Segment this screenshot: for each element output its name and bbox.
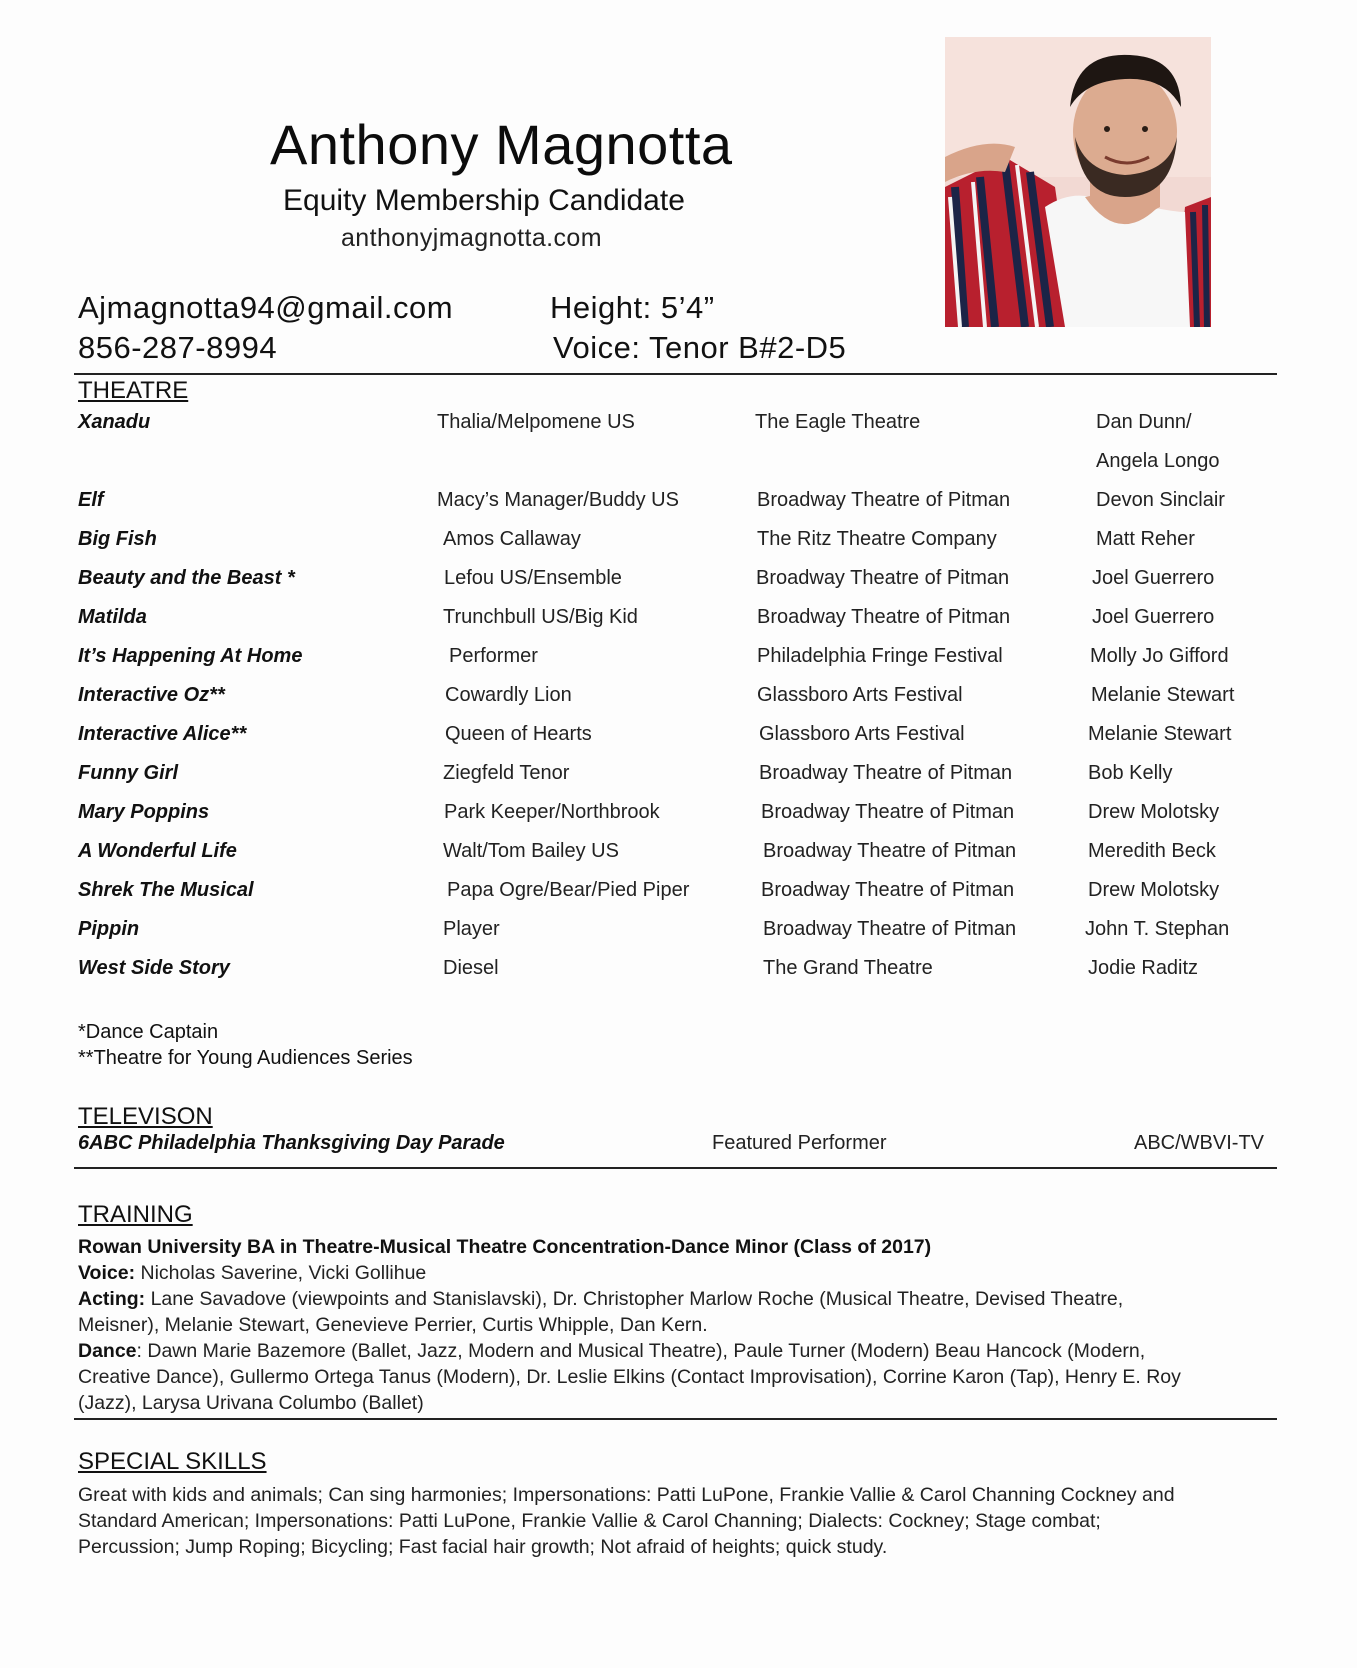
table-row bbox=[0, 450, 1357, 489]
show-title: Pippin bbox=[78, 918, 140, 940]
director-cell: Melanie Stewart bbox=[1091, 684, 1235, 706]
special-skills-text bbox=[78, 1482, 1278, 1560]
venue-cell: Broadway Theatre of Pitman bbox=[757, 606, 1011, 628]
role-cell: Walt/Tom Bailey US bbox=[443, 840, 619, 862]
director-cell: Joel Guerrero bbox=[1092, 606, 1215, 628]
email-text[interactable]: Ajmagnotta94@gmail.com bbox=[78, 290, 454, 325]
director-cell: Jodie Raditz bbox=[1088, 957, 1199, 979]
tv-role: Featured Performer bbox=[712, 1132, 887, 1154]
role-cell: Macy’s Manager/Buddy US bbox=[437, 489, 679, 511]
director-cell: Matt Reher bbox=[1096, 528, 1195, 550]
venue-cell: Broadway Theatre of Pitman bbox=[756, 567, 1010, 589]
table-row bbox=[0, 606, 1357, 645]
table-row bbox=[0, 801, 1357, 840]
role-cell: Papa Ogre/Bear/Pied Piper bbox=[447, 879, 690, 901]
training-degree: Rowan University BA in Theatre-Musical Theatre Concentration-Dance Minor (Class of 2017) bbox=[78, 1236, 932, 1258]
voice-teachers: Nicholas Saverine, Vicki Gollihue bbox=[135, 1262, 427, 1284]
table-row bbox=[0, 840, 1357, 879]
venue-cell: Glassboro Arts Festival bbox=[757, 684, 963, 706]
show-title: A Wonderful Life bbox=[78, 840, 237, 862]
show-title: Funny Girl bbox=[78, 762, 178, 784]
role-cell: Thalia/Melpomene US bbox=[437, 411, 635, 433]
venue-cell: The Ritz Theatre Company bbox=[757, 528, 997, 550]
show-title: Mary Poppins bbox=[78, 801, 210, 823]
dance-teachers-line-3: (Jazz), Larysa Urivana Columbo (Ballet) bbox=[78, 1392, 424, 1414]
show-title: Big Fish bbox=[78, 528, 157, 550]
venue-cell: Glassboro Arts Festival bbox=[759, 723, 965, 745]
phone-text: 856-287-8994 bbox=[78, 330, 278, 365]
show-title: Matilda bbox=[78, 606, 147, 628]
show-title: Beauty and the Beast * bbox=[78, 567, 295, 589]
acting-teachers-line-2: Meisner), Melanie Stewart, Genevieve Perrier, Curtis Whipple, Dan Kern. bbox=[78, 1314, 708, 1336]
training-divider bbox=[74, 1418, 1277, 1420]
dance-teachers-line-1: : Dawn Marie Bazemore (Ballet, Jazz, Modern and Musical Theatre), Paule Turner (Modern) Beau Hancock (Modern, bbox=[136, 1340, 1146, 1362]
television-divider bbox=[74, 1167, 1277, 1169]
role-cell: Trunchbull US/Big Kid bbox=[443, 606, 638, 628]
training-acting bbox=[78, 1286, 1278, 1312]
role-cell: Lefou US/Ensemble bbox=[444, 567, 622, 589]
resume-name: Anthony Magnotta bbox=[270, 113, 733, 176]
special-skills-heading: SPECIAL SKILLS bbox=[78, 1448, 267, 1475]
table-row bbox=[0, 957, 1357, 996]
venue-cell: Broadway Theatre of Pitman bbox=[761, 801, 1015, 823]
role-cell: Ziegfeld Tenor bbox=[443, 762, 570, 784]
director-cell: Dan Dunn/ bbox=[1096, 411, 1192, 433]
show-title: Shrek The Musical bbox=[78, 879, 254, 901]
skills-line-3: Percussion; Jump Roping; Bicycling; Fast facial hair growth; Not afraid of heights; quick study. bbox=[78, 1536, 888, 1558]
director-cell: Melanie Stewart bbox=[1088, 723, 1232, 745]
table-row bbox=[0, 684, 1357, 723]
director-cell: Bob Kelly bbox=[1088, 762, 1173, 784]
director-cell: John T. Stephan bbox=[1085, 918, 1230, 940]
venue-cell: Philadelphia Fringe Festival bbox=[757, 645, 1003, 667]
show-title: Xanadu bbox=[78, 411, 151, 433]
headshot-photo bbox=[945, 37, 1211, 327]
role-cell: Player bbox=[443, 918, 500, 940]
role-cell: Diesel bbox=[443, 957, 499, 979]
training-dance bbox=[78, 1338, 1278, 1364]
show-title: Elf bbox=[78, 489, 104, 511]
training-details bbox=[78, 1234, 1278, 1416]
director-cell: Drew Molotsky bbox=[1088, 801, 1220, 823]
table-row bbox=[0, 879, 1357, 918]
role-cell: Cowardly Lion bbox=[445, 684, 572, 706]
skills-line-1: Great with kids and animals; Can sing harmonies; Impersonations: Patti LuPone, Frankie Vallie & Carol Channing Cockney and bbox=[78, 1484, 1175, 1506]
director-cell: Joel Guerrero bbox=[1092, 567, 1215, 589]
training-voice bbox=[78, 1260, 1278, 1286]
footnote-tya-series: **Theatre for Young Audiences Series bbox=[78, 1047, 413, 1069]
show-title: It’s Happening At Home bbox=[78, 645, 303, 667]
tv-show-title: 6ABC Philadelphia Thanksgiving Day Parade bbox=[78, 1132, 505, 1154]
director-cell: Drew Molotsky bbox=[1088, 879, 1220, 901]
theatre-heading: THEATRE bbox=[78, 377, 189, 404]
website-link[interactable]: anthonyjmagnotta.com bbox=[341, 224, 602, 252]
director-cell: Angela Longo bbox=[1096, 450, 1220, 472]
table-row bbox=[0, 723, 1357, 762]
tv-network: ABC/WBVI-TV bbox=[1134, 1132, 1265, 1154]
dance-teachers-line-2: Creative Dance), Gullermo Ortega Tanus (Modern), Dr. Leslie Elkins (Contact Improvisation), Corrine Karon (Tap), Henry E. Roy bbox=[78, 1366, 1181, 1388]
venue-cell: Broadway Theatre of Pitman bbox=[761, 879, 1015, 901]
height-text: Height: 5’4” bbox=[550, 290, 715, 325]
header-divider bbox=[74, 373, 1277, 375]
director-cell: Molly Jo Gifford bbox=[1090, 645, 1229, 667]
show-title: West Side Story bbox=[78, 957, 230, 979]
resume-subtitle: Equity Membership Candidate bbox=[283, 184, 685, 217]
table-row bbox=[0, 528, 1357, 567]
role-cell: Performer bbox=[449, 645, 538, 667]
venue-cell: The Grand Theatre bbox=[763, 957, 933, 979]
show-title: Interactive Alice** bbox=[78, 723, 247, 745]
training-heading: TRAINING bbox=[78, 1201, 193, 1228]
role-cell: Park Keeper/Northbrook bbox=[444, 801, 660, 823]
acting-teachers-line-1: Lane Savadove (viewpoints and Stanislavski), Dr. Christopher Marlow Roche (Musical Theatre, Devised Theatre, bbox=[145, 1288, 1124, 1310]
role-cell: Queen of Hearts bbox=[445, 723, 592, 745]
venue-cell: Broadway Theatre of Pitman bbox=[757, 489, 1011, 511]
venue-cell: Broadway Theatre of Pitman bbox=[763, 840, 1017, 862]
dance-label: Dance bbox=[78, 1340, 137, 1362]
director-cell: Meredith Beck bbox=[1088, 840, 1216, 862]
venue-cell: Broadway Theatre of Pitman bbox=[759, 762, 1013, 784]
table-row bbox=[0, 489, 1357, 528]
table-row bbox=[0, 411, 1357, 450]
table-row bbox=[0, 762, 1357, 801]
venue-cell: Broadway Theatre of Pitman bbox=[763, 918, 1017, 940]
show-title: Interactive Oz** bbox=[78, 684, 225, 706]
television-heading: TELEVISON bbox=[78, 1103, 213, 1130]
voice-text: Voice: Tenor B#2-D5 bbox=[553, 330, 847, 365]
director-cell: Devon Sinclair bbox=[1096, 489, 1225, 511]
table-row bbox=[0, 918, 1357, 957]
footnote-dance-captain: *Dance Captain bbox=[78, 1021, 219, 1043]
venue-cell: The Eagle Theatre bbox=[755, 411, 921, 433]
voice-label: Voice: bbox=[78, 1262, 136, 1284]
skills-line-2: Standard American; Impersonations: Patti LuPone, Frankie Vallie & Carol Channing; Dialects: Cockney; Stage combat; bbox=[78, 1510, 1101, 1532]
table-row bbox=[0, 645, 1357, 684]
table-row bbox=[0, 567, 1357, 606]
role-cell: Amos Callaway bbox=[443, 528, 581, 550]
acting-label: Acting: bbox=[78, 1288, 146, 1310]
